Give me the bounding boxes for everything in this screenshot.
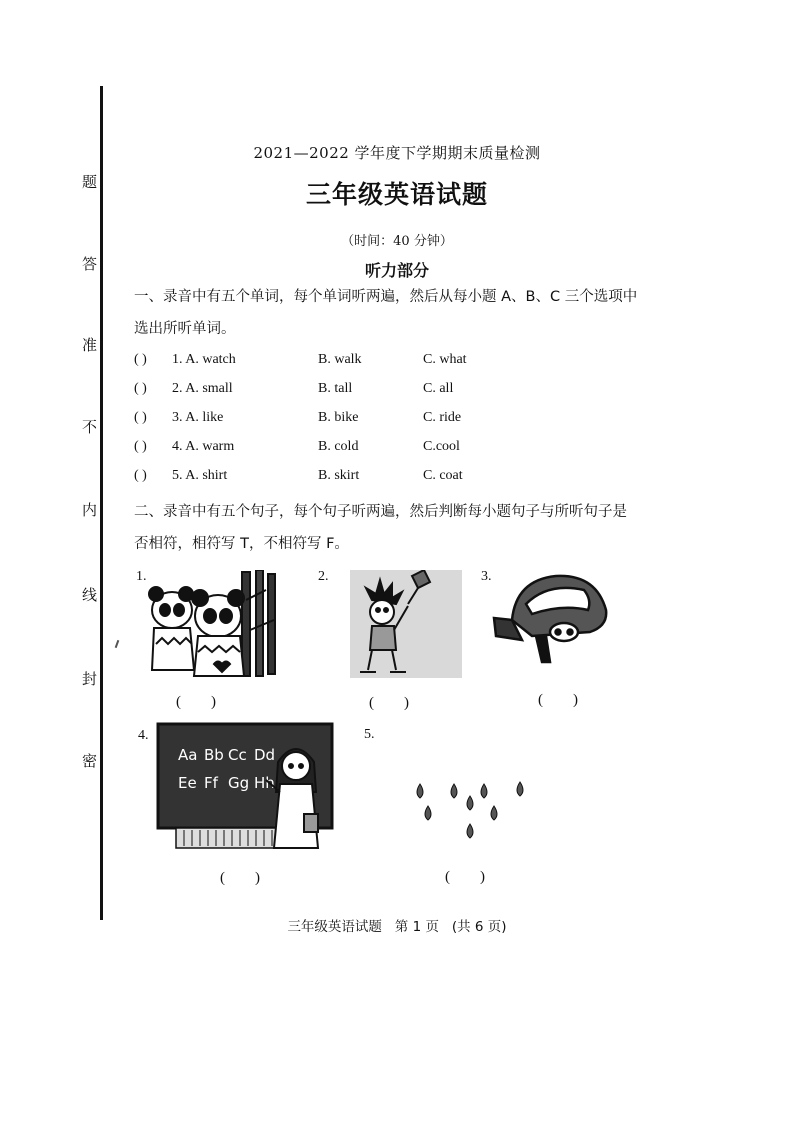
picture-number: 4. <box>138 728 149 743</box>
scan-mark <box>115 640 120 648</box>
picture-number: 2. <box>318 569 329 584</box>
seal-char: 封 <box>82 670 98 688</box>
answer-bracket[interactable]: ( ) <box>176 694 216 710</box>
option-b: B. bike <box>318 410 359 425</box>
part2-instruction-line: 二、录音中有五个句子，每个句子听两遍，然后判断每小题句子与所听句子是 <box>134 504 627 520</box>
part2-instruction <box>134 496 654 560</box>
boy-kite-picture <box>350 570 462 678</box>
board-letter: Dd <box>254 746 276 764</box>
answer-bracket[interactable]: ( ) <box>538 692 578 708</box>
answer-bracket[interactable]: ( ) <box>220 870 260 886</box>
answer-bracket[interactable]: ( ) <box>134 381 147 396</box>
picture-number: 5. <box>364 727 375 742</box>
answer-bracket[interactable]: ( ) <box>134 468 147 483</box>
option-c: C. coat <box>423 468 463 483</box>
board-letter: Aa <box>178 746 198 764</box>
part1-instruction <box>134 281 654 345</box>
answer-bracket[interactable]: ( ) <box>134 410 147 425</box>
page-footer: 三年级英语试题 第 1 页 (共 6 页) <box>287 919 507 935</box>
part1-instruction-line: 一、录音中有五个单词，每个单词听两遍，然后从每小题 A、B、C 三个选项中 <box>134 289 638 305</box>
board-letter: Cc <box>228 746 247 764</box>
board-letter: Bb <box>204 746 224 764</box>
option-a: 4. A. warm <box>172 439 235 454</box>
seal-char: 线 <box>82 586 98 604</box>
board-letter: Gg <box>228 774 250 792</box>
option-c: C. all <box>423 381 454 396</box>
picture-number: 1. <box>136 569 147 584</box>
cap-picture <box>492 570 612 670</box>
exam-title: 三年级英语试题 <box>305 180 488 209</box>
pandas-picture <box>146 570 278 678</box>
option-b: B. cold <box>318 439 359 454</box>
section-heading: 听力部分 <box>364 261 429 280</box>
option-b: B. skirt <box>318 468 360 483</box>
answer-bracket[interactable]: ( ) <box>134 352 147 367</box>
board-letter: Ee <box>178 774 197 792</box>
option-a: 5. A. shirt <box>172 468 228 483</box>
binding-line <box>100 86 103 920</box>
answer-bracket[interactable]: ( ) <box>369 695 409 711</box>
blackboard-picture <box>156 722 334 852</box>
seal-char: 不 <box>82 418 98 436</box>
option-c: C. ride <box>423 410 462 425</box>
seal-char: 题 <box>82 173 98 191</box>
option-b: B. tall <box>318 381 353 396</box>
option-a: 3. A. like <box>172 410 224 425</box>
option-b: B. walk <box>318 352 362 367</box>
exam-time: （时间：40 分钟） <box>341 234 453 249</box>
board-letter: Hh <box>254 774 275 792</box>
seal-char: 密 <box>82 752 98 770</box>
exam-subtitle: 2021—2022 学年度下学期期末质量检测 <box>253 144 541 162</box>
option-c: C.cool <box>423 439 460 454</box>
part2-instruction-line: 否相符，相符写 T，不相符写 F。 <box>134 536 349 552</box>
answer-bracket[interactable]: ( ) <box>445 869 485 885</box>
option-a: 1. A. watch <box>172 352 236 367</box>
board-letter: Ff <box>204 774 218 792</box>
option-a: 2. A. small <box>172 381 233 396</box>
raindrops-picture <box>412 780 532 850</box>
seal-char: 答 <box>82 255 98 273</box>
option-c: C. what <box>423 352 467 367</box>
seal-char: 内 <box>82 501 98 519</box>
answer-bracket[interactable]: ( ) <box>134 439 147 454</box>
picture-number: 3. <box>481 569 492 584</box>
part1-instruction-line: 选出所听单词。 <box>134 321 236 337</box>
seal-char: 准 <box>82 336 98 354</box>
